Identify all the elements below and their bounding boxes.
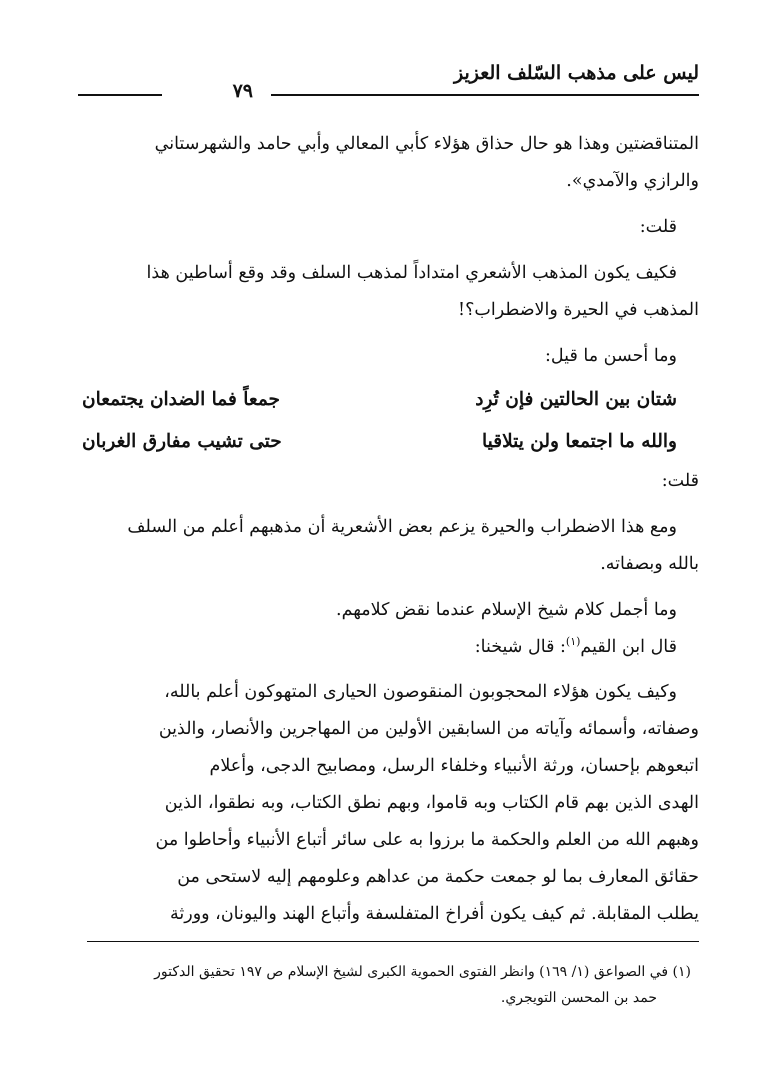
paragraph-1-line-2: والرازي والآمدي». [566,171,699,191]
paragraph-4: وما أجمل كلام شيخ الإسلام عندما نقض كلامهم. [336,600,677,620]
verse-1-second-hemistich: جمعاً فما الضدان يجتمعان [82,389,280,410]
verse-1-first-hemistich: شتان بين الحالتين فإن تُرِد [475,389,677,410]
paragraph-2-line-1: فكيف يكون المذهب الأشعري امتداداً لمذهب السلف وقد وقع أساطين هذا [146,263,677,283]
verse-2 [78,421,699,463]
verse-intro: وما أحسن ما قيل: [545,346,677,366]
paragraph-6-line: وكيف يكون هؤلاء المحجوبون المنقوصون الحيارى المتهوكون أعلم بالله، [164,682,677,702]
footnote-reference: (١) [565,635,581,649]
page-number: ٧٩ [232,80,253,102]
main-text [78,126,699,933]
verse-2-first-hemistich: والله ما اجتمعا ولن يتلاقيا [482,431,677,452]
verse-1 [78,379,699,421]
qult-heading-1: قلت: [639,217,677,237]
footnote-1 [78,959,699,1011]
qult-heading-2: قلت: [661,471,699,491]
paragraph-6-line: حقائق المعارف بما لو جمعت حكمة من عداهم وعلومهم إليه لاستحى من [177,867,699,887]
footnote-area [78,941,699,1011]
paragraph-6 [78,674,699,933]
paragraph-6-line: اتبعوهم بإحسان، ورثة الأنبياء وخلفاء الرسل، ومصابيح الدجى، وأعلام [209,756,699,776]
paragraph-6-line: يطلب المقابلة. ثم كيف يكون أفراخ المتفلسفة وأتباع الهند واليونان، وورثة [170,904,699,924]
paragraph-6-line: الهدى الذين بهم قام الكتاب وبه قاموا، وبهم نطق الكتاب، وبه نطقوا، الذين [164,793,699,813]
footnote-text-line-1: في الصواعق (١/ ١٦٩) وانظر الفتوى الحموية الكبرى لشيخ الإسلام ص ١٩٧ تحقيق الدكتور [154,964,669,980]
footnote-number: (١) [672,964,691,980]
footnote-separator [87,941,699,942]
paragraph-3-line-1: ومع هذا الاضطراب والحيرة يزعم بعض الأشعرية أن مذهبهم أعلم من السلف [127,517,677,537]
footnote-text-line-2: حمد بن المحسن التويجري. [500,990,657,1006]
verse-2-second-hemistich: حتى تشيب مفارق الغربان [82,431,282,452]
paragraph-3-line-2: بالله وبصفاته. [600,554,699,574]
paragraph-6-line: وهبهم الله من العلم والحكمة ما برزوا به على سائر أتباع الأنبياء وأحاطوا من [155,830,699,850]
p5-text-before: قال ابن القيم [580,637,677,657]
paragraph-2-line-2: المذهب في الحيرة والاضطراب؟! [458,300,699,320]
header-rule [271,94,699,96]
header-rule-short [78,94,162,96]
paragraph-1-line-1: المتناقضتين وهذا هو حال حذاق هؤلاء كأبي المعالي وأبي حامد والشهرستاني [154,134,699,154]
header-title: ليس على مذهب السّلف العزيز [454,62,699,84]
paragraph-6-line: وصفاته، وأسمائه وآياته من السابقين الأولين من المهاجرين والأنصار، والذين [158,719,699,739]
p5-text-after: : قال شيخنا: [474,637,566,657]
running-header [78,60,699,100]
paragraph-5 [78,629,699,666]
book-page [78,60,699,1011]
